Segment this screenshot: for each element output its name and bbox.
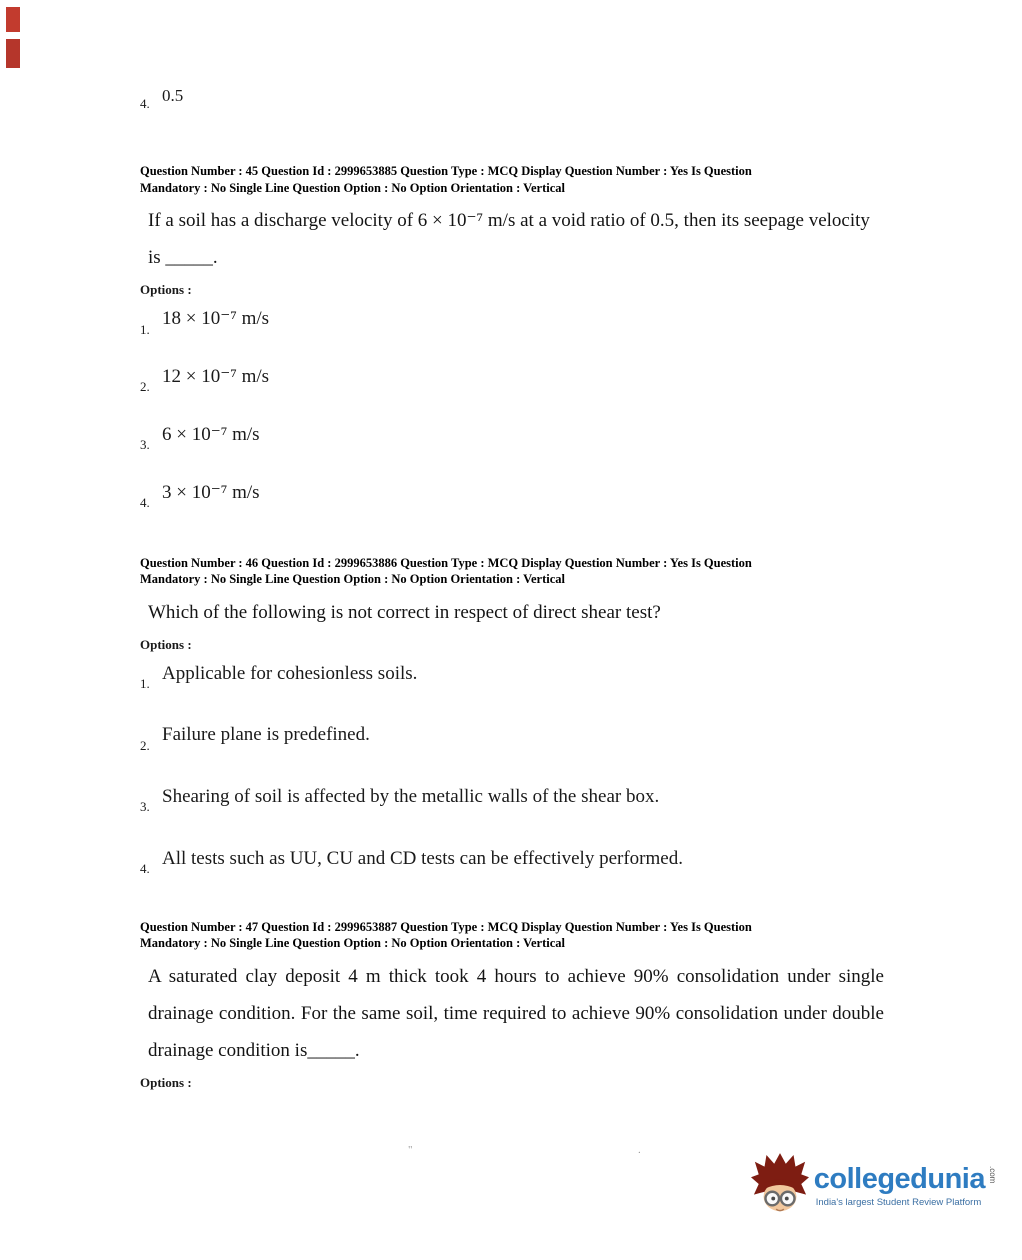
question-46-block	[140, 555, 884, 877]
question-47-block	[140, 919, 884, 1091]
option-text: 3 × 10⁻⁷ m/s	[162, 481, 260, 503]
question-text: If a soil has a discharge velocity of 6 × 10⁻⁷ m/s at a void ratio of 0.5, then its seepage velocity is _____.	[148, 210, 870, 269]
question-meta-line: Question Number : 47 Question Id : 2999653887 Question Type : MCQ Display Question Number : Yes Is Question	[140, 919, 752, 934]
question-45-block	[140, 163, 884, 510]
option-row	[140, 786, 884, 815]
option-row	[140, 724, 884, 753]
options-label: Options :	[140, 1074, 192, 1090]
question-meta-line: Mandatory : No Single Line Question Option : No Option Orientation : Vertical	[140, 572, 566, 587]
option-text: 18 × 10⁻⁷ m/s	[162, 308, 270, 330]
option-number: 4.	[140, 861, 150, 877]
option-text: Failure plane is predefined.	[162, 724, 370, 746]
red-corner-mark	[6, 7, 20, 32]
question-text: Which of the following is not correct in respect of direct shear test?	[148, 601, 661, 623]
option-number: 1.	[140, 321, 150, 337]
collegedunia-logo	[751, 1150, 996, 1218]
brand-name: collegedunia	[813, 1163, 985, 1195]
options-label: Options :	[140, 636, 192, 652]
option-row	[140, 663, 884, 692]
option-row	[140, 424, 884, 453]
option-row	[140, 848, 884, 877]
option-text: 12 × 10⁻⁷ m/s	[162, 366, 270, 388]
option-number: 3.	[140, 799, 150, 815]
option-number: 3.	[140, 437, 150, 453]
previous-question-option	[140, 86, 884, 111]
option-text: Applicable for cohesionless soils.	[162, 662, 418, 684]
option-text: Shearing of soil is affected by the metallic walls of the shear box.	[162, 786, 660, 808]
scan-artifact: .	[638, 1144, 641, 1156]
option-row	[140, 308, 884, 337]
question-text: A saturated clay deposit 4 m thick took 4 hours to achieve 90% consolidation under single drainage condition. For the same soil, time required to achieve 90% consolidation under double drainage condition is_____.	[148, 965, 884, 1061]
option-number: 2.	[140, 737, 150, 753]
option-text: 6 × 10⁻⁷ m/s	[162, 423, 260, 445]
page-content	[0, 86, 1022, 1091]
option-number: 4.	[140, 95, 150, 111]
question-meta-line: Mandatory : No Single Line Question Option : No Option Orientation : Vertical	[140, 180, 566, 195]
option-number: 2.	[140, 379, 150, 395]
option-row	[140, 482, 884, 511]
question-meta-line: Question Number : 46 Question Id : 2999653886 Question Type : MCQ Display Question Number : Yes Is Question	[140, 555, 752, 570]
scan-artifact: "	[408, 1144, 413, 1156]
brand-text-block	[814, 1164, 996, 1208]
red-corner-mark	[6, 39, 20, 68]
option-row	[140, 366, 884, 395]
question-meta-line: Mandatory : No Single Line Question Option : No Option Orientation : Vertical	[140, 936, 566, 951]
brand-tagline: India's largest Student Review Platform	[815, 1197, 982, 1208]
options-label: Options :	[140, 282, 192, 298]
brand-suffix: .com	[988, 1166, 997, 1184]
option-number: 4.	[140, 494, 150, 510]
option-number: 1.	[140, 675, 150, 691]
question-meta-line: Question Number : 45 Question Id : 2999653885 Question Type : MCQ Display Question Number : Yes Is Question	[140, 164, 752, 179]
mascot-icon	[751, 1152, 809, 1218]
option-text: 0.5	[162, 86, 184, 105]
option-text: All tests such as UU, CU and CD tests can be effectively performed.	[162, 847, 683, 869]
